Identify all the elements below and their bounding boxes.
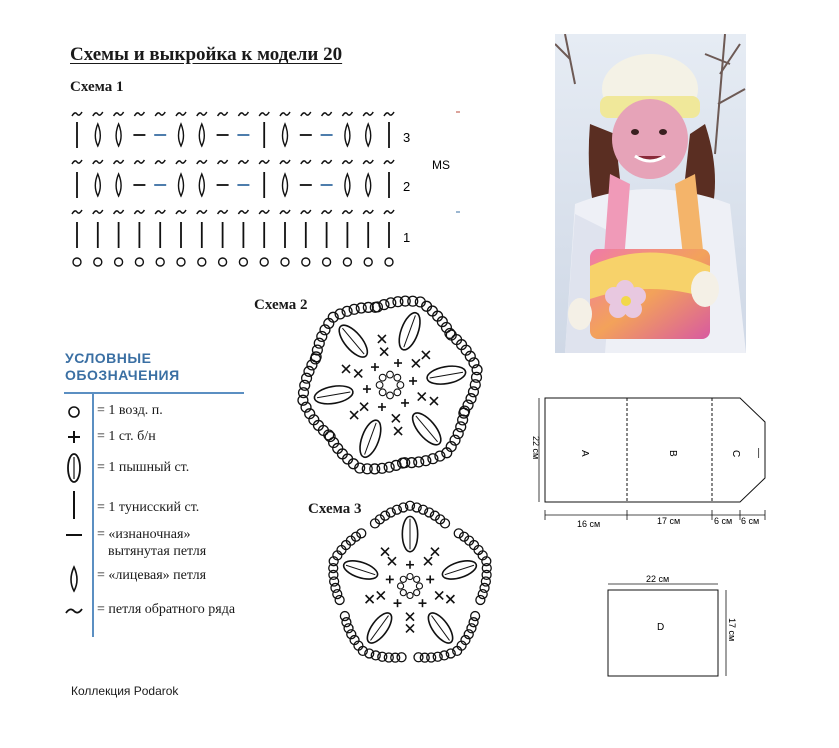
chain-circle-icon — [115, 258, 123, 266]
panel-b-letter: B — [667, 450, 678, 457]
return-row-tilde-icon — [72, 160, 82, 164]
return-row-tilde-icon — [176, 160, 186, 164]
return-row-tilde-icon — [218, 160, 228, 164]
chain-circle-icon — [335, 595, 344, 604]
knit-loop-drop-icon — [366, 124, 371, 146]
return-row-tilde-icon — [322, 210, 332, 214]
chain-circle-icon — [391, 460, 401, 470]
chain-circle-icon — [304, 366, 314, 376]
return-row-tilde-icon — [342, 112, 352, 116]
legend-item-purl-line2: вытянутая петля — [108, 544, 207, 559]
legend-item-tunisian: = 1 тунисский ст. — [97, 500, 200, 515]
scheme2-flower-diagram — [298, 296, 482, 474]
knit-loop-drop-icon — [345, 124, 350, 146]
chain-circle-icon — [414, 590, 420, 596]
return-row-tilde-icon — [218, 112, 228, 116]
knit-loop-drop-icon — [199, 124, 204, 146]
return-row-tilde-icon — [197, 210, 207, 214]
chain-circle-icon — [414, 576, 420, 582]
knit-loop-drop-icon — [116, 174, 121, 196]
return-row-tilde-icon — [322, 112, 332, 116]
chain-circle-icon — [456, 422, 466, 432]
knit-loop-drop-icon — [95, 124, 100, 146]
puff-stitch-oval-icon — [313, 383, 354, 406]
legend-item-purl-line1: = «изнаночная» — [97, 527, 191, 542]
chain-circle-icon — [94, 258, 102, 266]
chain-circle-icon — [469, 387, 479, 397]
puff-stitch-oval-icon — [402, 516, 417, 551]
panel-c-mark: — — [753, 448, 764, 458]
knit-loop-drop-icon — [199, 174, 204, 196]
legend-symbols — [60, 395, 92, 625]
height-abc-label: 22 см — [531, 436, 541, 460]
chain-circle-icon — [73, 258, 81, 266]
single-crochet-cross-icon — [392, 414, 400, 422]
return-row-tilde-icon — [280, 210, 290, 214]
return-row-tilde-icon — [238, 210, 248, 214]
return-row-tilde-icon — [134, 112, 144, 116]
single-crochet-cross-icon — [360, 403, 368, 411]
single-crochet-cross-icon — [431, 548, 439, 556]
single-crochet-cross-icon — [435, 591, 443, 599]
puff-stitch-oval-icon — [356, 418, 385, 460]
single-crochet-cross-icon — [406, 613, 414, 621]
return-row-tilde-icon — [93, 112, 103, 116]
chain-circle-icon — [302, 373, 312, 383]
return-row-tilde-icon — [322, 160, 332, 164]
pattern-abc — [525, 390, 775, 535]
chain-circle-icon — [397, 583, 403, 589]
chain-circle-icon — [376, 382, 383, 389]
chain-circle-icon — [312, 345, 322, 355]
return-row-tilde-icon — [155, 112, 165, 116]
return-row-tilde-icon — [218, 210, 228, 214]
chain-circle-icon — [342, 618, 351, 627]
scheme3-motif — [315, 500, 505, 675]
chain-circle-icon — [400, 590, 406, 596]
chain-circle-icon — [476, 595, 485, 604]
return-row-tilde-icon — [66, 609, 82, 613]
single-crochet-cross-icon — [377, 591, 385, 599]
knit-loop-drop-icon — [345, 174, 350, 196]
scheme3-flower-diagram — [329, 501, 491, 662]
return-row-tilde-icon — [134, 160, 144, 164]
scheme2-label: Схема 2 — [254, 297, 308, 313]
chain-circle-icon — [323, 258, 331, 266]
chain-circle-icon — [387, 371, 394, 378]
repeat-bracket — [456, 112, 460, 212]
return-row-tilde-icon — [72, 112, 82, 116]
puff-stitch-oval-icon — [440, 557, 478, 583]
single-crochet-cross-icon — [426, 575, 434, 583]
chain-circle-icon — [466, 394, 476, 404]
return-row-tilde-icon — [363, 160, 373, 164]
legend-divider — [64, 392, 244, 394]
chain-circle-icon — [478, 590, 487, 599]
chain-circle-icon — [333, 590, 342, 599]
chain-circle-icon — [69, 407, 79, 417]
return-row-tilde-icon — [114, 210, 124, 214]
scheme1-label: Схема 1 — [70, 79, 124, 95]
width-c2-label: 6 см — [741, 516, 760, 526]
page-title: Схемы и выкройка к модели 20 — [70, 44, 343, 65]
chain-circle-icon — [300, 380, 310, 390]
chain-circle-icon — [239, 258, 247, 266]
knit-loop-drop-icon — [179, 124, 184, 146]
chain-circle-icon — [407, 573, 413, 579]
single-crochet-cross-icon — [446, 595, 454, 603]
single-crochet-cross-icon — [430, 397, 438, 405]
legend-item-return-row: = петля обратного ряда — [97, 602, 236, 617]
single-crochet-cross-icon — [394, 427, 402, 435]
single-crochet-cross-icon — [380, 348, 388, 356]
puff-stitch-oval-icon — [363, 609, 396, 647]
chain-circle-icon — [397, 382, 404, 389]
knit-loop-drop-icon — [116, 124, 121, 146]
single-crochet-cross-icon — [418, 599, 426, 607]
legend-item-knit: = «лицевая» петля — [97, 568, 207, 583]
credit-text: Коллекция Podarok — [71, 684, 179, 698]
puff-stitch-oval-icon — [424, 609, 457, 647]
width-a-label: 16 см — [577, 519, 601, 529]
model-photo — [555, 34, 746, 353]
scheme1-stitch-grid — [72, 112, 394, 266]
return-row-tilde-icon — [72, 210, 82, 214]
chain-circle-icon — [177, 258, 185, 266]
return-row-tilde-icon — [197, 160, 207, 164]
return-row-tilde-icon — [155, 160, 165, 164]
return-row-tilde-icon — [238, 160, 248, 164]
puff-stitch-oval-icon — [341, 557, 379, 583]
chain-circle-icon — [400, 576, 406, 582]
return-row-tilde-icon — [259, 112, 269, 116]
return-row-tilde-icon — [259, 210, 269, 214]
chain-circle-icon — [379, 374, 386, 381]
chain-circle-icon — [302, 258, 310, 266]
chain-circle-icon — [387, 392, 394, 399]
return-row-tilde-icon — [301, 112, 311, 116]
width-c1-label: 6 см — [714, 516, 733, 526]
single-crochet-cross-icon — [424, 557, 432, 565]
single-crochet-cross-icon — [350, 411, 358, 419]
chain-circle-icon — [394, 389, 401, 396]
return-row-tilde-icon — [134, 210, 144, 214]
chain-circle-icon — [379, 389, 386, 396]
single-crochet-cross-icon — [366, 595, 374, 603]
height-d-label: 17 см — [727, 618, 737, 642]
chain-circle-icon — [331, 583, 340, 592]
chain-circle-icon — [394, 374, 401, 381]
single-crochet-cross-icon — [342, 365, 350, 373]
legend-item-single-crochet: = 1 ст. б/н — [97, 429, 156, 444]
width-b-label: 17 см — [657, 516, 681, 526]
return-row-tilde-icon — [384, 112, 394, 116]
legend-title-line1: УСЛОВНЫЕ — [65, 350, 152, 366]
return-row-tilde-icon — [176, 112, 186, 116]
chain-circle-icon — [481, 577, 490, 586]
scheme2-motif — [280, 285, 500, 480]
row-number-2: 2 — [403, 179, 411, 194]
chain-circle-icon — [421, 456, 431, 466]
chain-circle-icon — [135, 258, 143, 266]
return-row-tilde-icon — [342, 160, 352, 164]
panel-a-letter: A — [579, 450, 590, 457]
return-row-tilde-icon — [197, 112, 207, 116]
single-crochet-cross-icon — [378, 403, 386, 411]
return-row-tilde-icon — [384, 210, 394, 214]
single-crochet-cross-icon — [394, 599, 402, 607]
return-row-tilde-icon — [280, 112, 290, 116]
chain-circle-icon — [349, 304, 359, 314]
puff-stitch-oval-icon — [408, 408, 446, 449]
single-crochet-cross-icon — [418, 393, 426, 401]
return-row-tilde-icon — [259, 160, 269, 164]
chain-circle-icon — [343, 258, 351, 266]
single-crochet-cross-icon — [363, 385, 371, 393]
chain-circle-icon — [260, 258, 268, 266]
single-crochet-cross-icon — [378, 335, 386, 343]
single-crochet-cross-icon — [412, 359, 420, 367]
return-row-tilde-icon — [301, 210, 311, 214]
chain-circle-icon — [364, 258, 372, 266]
chain-circle-icon — [414, 653, 423, 662]
legend-item-chain: = 1 возд. п. — [97, 403, 163, 418]
return-row-tilde-icon — [342, 210, 352, 214]
legend-vertical-divider — [92, 392, 94, 637]
row-number-1: 1 — [403, 230, 411, 245]
return-row-tilde-icon — [93, 160, 103, 164]
chain-circle-icon — [385, 258, 393, 266]
single-crochet-cross-icon — [354, 369, 362, 377]
panel-d-rect — [608, 590, 718, 676]
chain-circle-icon — [156, 258, 164, 266]
return-row-tilde-icon — [155, 210, 165, 214]
single-crochet-cross-icon — [401, 399, 409, 407]
repeat-label: MS — [432, 158, 450, 172]
return-row-tilde-icon — [301, 160, 311, 164]
knit-loop-drop-icon — [366, 174, 371, 196]
return-row-tilde-icon — [384, 160, 394, 164]
return-row-tilde-icon — [114, 112, 124, 116]
chain-circle-icon — [198, 258, 206, 266]
single-crochet-cross-icon — [394, 359, 402, 367]
width-d-label: 22 см — [646, 574, 670, 584]
legend-title — [65, 350, 180, 384]
chain-circle-icon — [281, 258, 289, 266]
return-row-tilde-icon — [93, 210, 103, 214]
knit-loop-drop-icon — [71, 567, 77, 591]
knit-loop-drop-icon — [95, 174, 100, 196]
chain-circle-icon — [219, 258, 227, 266]
panel-c-letter: C — [730, 450, 741, 458]
legend-item-puff: = 1 пышный ст. — [97, 460, 190, 475]
return-row-tilde-icon — [280, 160, 290, 164]
single-crochet-cross-icon — [68, 431, 80, 443]
single-crochet-cross-icon — [406, 561, 414, 569]
chain-circle-icon — [416, 583, 422, 589]
puff-stitch-oval-icon — [395, 310, 424, 352]
return-row-tilde-icon — [238, 112, 248, 116]
return-row-tilde-icon — [363, 112, 373, 116]
return-row-tilde-icon — [363, 210, 373, 214]
puff-stitch-oval-icon — [68, 454, 80, 482]
puff-stitch-oval-icon — [426, 363, 467, 386]
single-crochet-cross-icon — [371, 363, 379, 371]
single-crochet-cross-icon — [409, 377, 417, 385]
scheme3-label: Схема 3 — [308, 501, 362, 517]
chain-circle-icon — [480, 583, 489, 592]
legend-title-line2: ОБОЗНАЧЕНИЯ — [65, 367, 180, 383]
chain-circle-icon — [407, 592, 413, 598]
chain-circle-icon — [469, 618, 478, 627]
panel-d-letter: D — [657, 622, 665, 633]
single-crochet-cross-icon — [422, 351, 430, 359]
single-crochet-cross-icon — [386, 575, 394, 583]
scheme1-chart — [60, 100, 460, 275]
chain-circle-icon — [471, 612, 480, 621]
single-crochet-cross-icon — [406, 624, 414, 632]
knit-loop-drop-icon — [179, 174, 184, 196]
chain-circle-icon — [458, 415, 468, 425]
chain-circle-icon — [314, 338, 324, 348]
knit-loop-drop-icon — [283, 174, 288, 196]
chain-circle-icon — [340, 612, 349, 621]
puff-stitch-oval-icon — [334, 321, 372, 362]
chain-circle-icon — [470, 380, 480, 390]
return-row-tilde-icon — [176, 210, 186, 214]
pattern-d — [600, 570, 745, 682]
knit-loop-drop-icon — [283, 124, 288, 146]
single-crochet-cross-icon — [388, 557, 396, 565]
row-number-3: 3 — [403, 130, 411, 145]
return-row-tilde-icon — [114, 160, 124, 164]
single-crochet-cross-icon — [381, 548, 389, 556]
